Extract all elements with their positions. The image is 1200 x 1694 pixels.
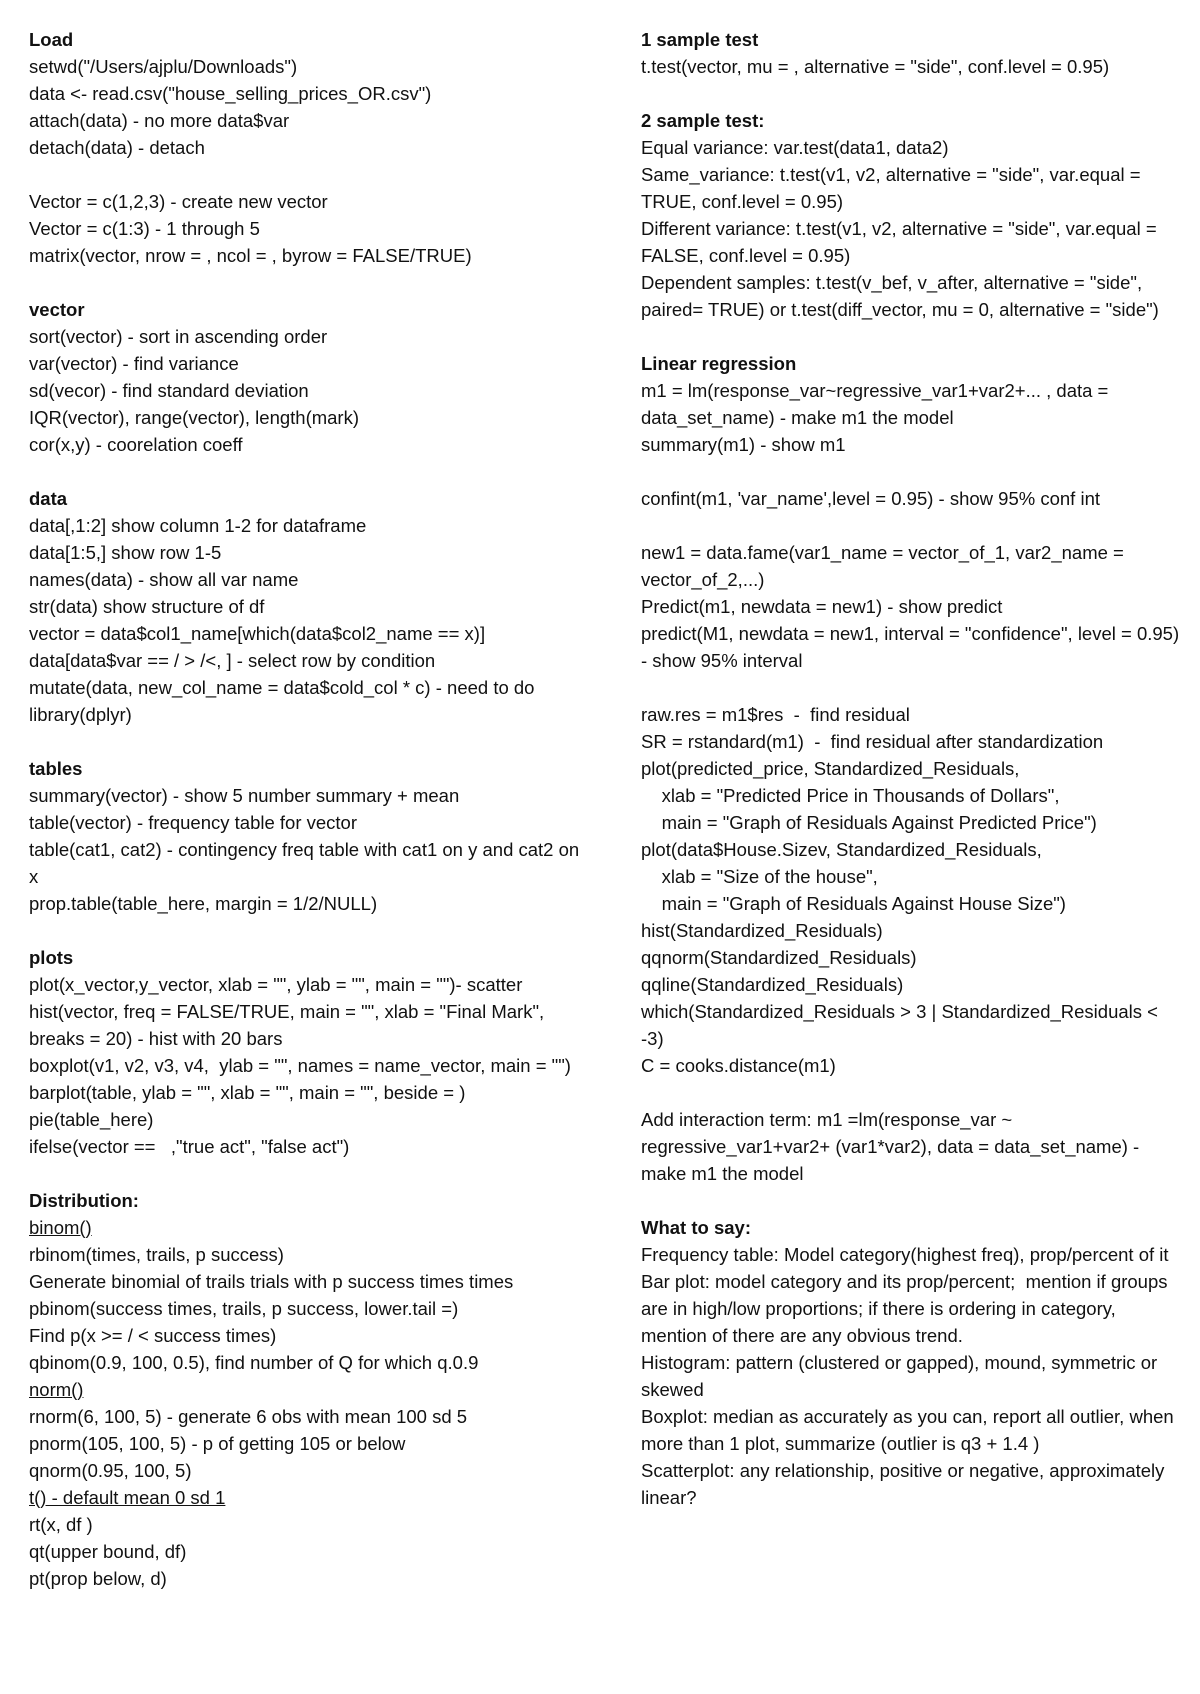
code-line: t.test(vector, mu = , alternative = "side", conf.level = 0.95) [641, 56, 1110, 77]
section-distribution [29, 1187, 589, 1592]
code-line: Find p(x >= / < success times) [29, 1325, 277, 1346]
code-line: boxplot(v1, v2, v3, v4, ylab = "", names = name_vector, main = "") [29, 1055, 571, 1076]
section-tables [29, 755, 589, 917]
section-block-4 [641, 539, 1185, 674]
code-line: rnorm(6, 100, 5) - generate 6 obs with mean 100 sd 5 [29, 1406, 468, 1427]
section-heading: Distribution: [29, 1190, 139, 1211]
code-line: Histogram: pattern (clustered or gapped), mound, symmetric or skewed [641, 1352, 1163, 1400]
code-line: SR = rstandard(m1) - find residual after standardization [641, 731, 1104, 752]
code-line: predict(M1, newdata = new1, interval = "confidence", level = 0.95) - show 95% interval [641, 623, 1185, 671]
code-line: Generate binomial of trails trials with p success times times [29, 1271, 514, 1292]
code-line: m1 = lm(response_var~regressive_var1+var2+... , data = data_set_name) - make m1 the model [641, 380, 1114, 428]
code-line: IQR(vector), range(vector), length(mark) [29, 407, 360, 428]
code-line: qqline(Standardized_Residuals) [641, 974, 904, 995]
code-line: main = "Graph of Residuals Against House Size") [641, 893, 1066, 914]
code-line: qqnorm(Standardized_Residuals) [641, 947, 917, 968]
section-plots [29, 944, 589, 1160]
section-load [29, 26, 589, 161]
section-data [29, 485, 589, 728]
section-heading: Linear regression [641, 353, 797, 374]
code-line: pie(table_here) [29, 1109, 154, 1130]
code-line: prop.table(table_here, margin = 1/2/NULL) [29, 893, 378, 914]
section-linear-regression [641, 350, 1181, 458]
section-heading: plots [29, 947, 74, 968]
code-line: Dependent samples: t.test(v_bef, v_after, alternative = "side", paired= TRUE) or t.test(diff_vector, mu = 0, alternative = "side") [641, 272, 1159, 320]
code-line: xlab = "Size of the house", [641, 866, 878, 887]
section-2-sample-test [641, 107, 1181, 323]
code-line: Same_variance: t.test(v1, v2, alternative = "side", var.equal = TRUE, conf.level = 0.95) [641, 164, 1146, 212]
code-line: qt(upper bound, df) [29, 1541, 187, 1562]
code-line: plot(data$House.Sizev, Standardized_Residuals, [641, 839, 1042, 860]
code-line: sort(vector) - sort in ascending order [29, 326, 328, 347]
code-line: qbinom(0.9, 100, 0.5), find number of Q for which q.0.9 [29, 1352, 479, 1373]
code-line: Frequency table: Model category(highest freq), prop/percent of it [641, 1244, 1169, 1265]
subheading: norm() [29, 1379, 84, 1400]
code-line: rbinom(times, trails, p success) [29, 1244, 284, 1265]
code-line: detach(data) - detach [29, 137, 205, 158]
section-vector [29, 296, 589, 458]
subheading: binom() [29, 1217, 92, 1238]
section-heading: 2 sample test: [641, 110, 765, 131]
code-line: sd(vecor) - find standard deviation [29, 380, 309, 401]
code-line: cor(x,y) - coorelation coeff [29, 434, 243, 455]
code-line: which(Standardized_Residuals > 3 | Standardized_Residuals < -3) [641, 1001, 1164, 1049]
code-line: str(data) show structure of df [29, 596, 265, 617]
code-line: hist(Standardized_Residuals) [641, 920, 883, 941]
subheading: t() - default mean 0 sd 1 [29, 1487, 226, 1508]
code-line: xlab = "Predicted Price in Thousands of Dollars", [641, 785, 1060, 806]
code-line: Boxplot: median as accurately as you can, report all outlier, when more than 1 plot, summarize (outlier is q3 + 1.4 ) [641, 1406, 1179, 1454]
code-line: mutate(data, new_col_name = data$cold_col * c) - need to do library(dplyr) [29, 677, 540, 725]
code-line: main = "Graph of Residuals Against Predicted Price") [641, 812, 1097, 833]
section-heading: 1 sample test [641, 29, 759, 50]
section-what-to-say [641, 1214, 1181, 1511]
code-line: barplot(table, ylab = "", xlab = "", main = "", beside = ) [29, 1082, 466, 1103]
code-line: vector = data$col1_name[which(data$col2_name == x)] [29, 623, 486, 644]
code-line: Vector = c(1:3) - 1 through 5 [29, 218, 260, 239]
right-column [641, 26, 1185, 1538]
code-line: Equal variance: var.test(data1, data2) [641, 137, 949, 158]
code-line: data <- read.csv("house_selling_prices_OR.csv") [29, 83, 432, 104]
section-block-5 [641, 701, 1181, 1079]
code-line: raw.res = m1$res - find residual [641, 704, 910, 725]
code-line: new1 = data.fame(var1_name = vector_of_1, var2_name = vector_of_2,...) [641, 542, 1129, 590]
code-line: pt(prop below, d) [29, 1568, 167, 1589]
code-line: Different variance: t.test(v1, v2, alternative = "side", var.equal = FALSE, conf.level = 0.95) [641, 218, 1162, 266]
code-line: attach(data) - no more data$var [29, 110, 290, 131]
code-line: pbinom(success times, trails, p success, lower.tail =) [29, 1298, 459, 1319]
section-block-1 [29, 188, 589, 269]
section-heading: tables [29, 758, 83, 779]
code-line: ifelse(vector == ,"true act", "false act") [29, 1136, 350, 1157]
section-block-6 [641, 1106, 1181, 1187]
section-heading: data [29, 488, 68, 509]
code-line: table(cat1, cat2) - contingency freq table with cat1 on y and cat2 on x [29, 839, 585, 887]
section-heading: What to say: [641, 1217, 751, 1238]
code-line: Predict(m1, newdata = new1) - show predict [641, 596, 1003, 617]
code-line: Scatterplot: any relationship, positive or negative, approximately linear? [641, 1460, 1170, 1508]
section-1-sample-test [641, 26, 1181, 80]
code-line: setwd("/Users/ajplu/Downloads") [29, 56, 298, 77]
code-line: Add interaction term: m1 =lm(response_var ~ regressive_var1+var2+ (var1*var2), data = data_set_name) - make m1 the model [641, 1109, 1145, 1184]
section-block-3 [641, 485, 1181, 512]
code-line: summary(vector) - show 5 number summary + mean [29, 785, 460, 806]
code-line: Bar plot: model category and its prop/percent; mention if groups are in high/low proportions; if there is ordering in category, mention of there are any obvious trend. [641, 1271, 1173, 1346]
section-heading: Load [29, 29, 74, 50]
code-line: pnorm(105, 100, 5) - p of getting 105 or below [29, 1433, 406, 1454]
code-line: var(vector) - find variance [29, 353, 239, 374]
code-line: matrix(vector, nrow = , ncol = , byrow = FALSE/TRUE) [29, 245, 472, 266]
code-line: data[data$var == / > /<, ] - select row by condition [29, 650, 436, 671]
code-line: data[,1:2] show column 1-2 for dataframe [29, 515, 367, 536]
code-line: C = cooks.distance(m1) [641, 1055, 836, 1076]
code-line: plot(predicted_price, Standardized_Residuals, [641, 758, 1020, 779]
left-column [29, 26, 589, 1619]
code-line: summary(m1) - show m1 [641, 434, 846, 455]
code-line: Vector = c(1,2,3) - create new vector [29, 191, 328, 212]
code-line: names(data) - show all var name [29, 569, 299, 590]
code-line: confint(m1, 'var_name',level = 0.95) - show 95% conf int [641, 488, 1100, 509]
section-heading: vector [29, 299, 85, 320]
code-line: plot(x_vector,y_vector, xlab = "", ylab = "", main = "")- scatter [29, 974, 523, 995]
code-line: hist(vector, freq = FALSE/TRUE, main = "", xlab = "Final Mark", breaks = 20) - hist with 20 bars [29, 1001, 550, 1049]
code-line: data[1:5,] show row 1-5 [29, 542, 222, 563]
code-line: rt(x, df ) [29, 1514, 93, 1535]
code-line: table(vector) - frequency table for vector [29, 812, 358, 833]
code-line: qnorm(0.95, 100, 5) [29, 1460, 192, 1481]
